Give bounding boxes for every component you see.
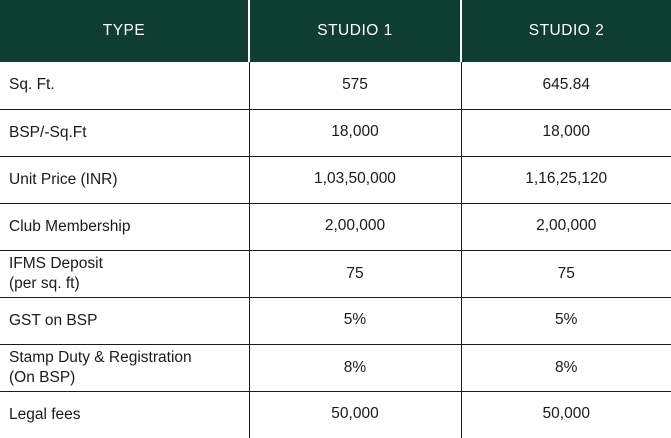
row-label: Unit Price (INR) — [0, 156, 249, 203]
studio-1-value: 18,000 — [249, 109, 461, 156]
studio-2-value: 5% — [461, 297, 671, 344]
row-label — [0, 344, 249, 391]
row-label: Club Membership — [0, 203, 249, 250]
studio-1-value: 1,03,50,000 — [249, 156, 461, 203]
table-row — [0, 250, 671, 297]
row-label: BSP/-Sq.Ft — [0, 109, 249, 156]
row-label-line-1: IFMS Deposit — [9, 254, 103, 272]
table-row — [0, 62, 671, 109]
table-header — [0, 0, 671, 62]
studio-2-value: 1,16,25,120 — [461, 156, 671, 203]
row-label-line-2: (On BSP) — [9, 368, 76, 386]
studio-2-value: 2,00,000 — [461, 203, 671, 250]
table-row — [0, 203, 671, 250]
row-label — [0, 250, 249, 297]
row-label-line-2: (per sq. ft) — [9, 274, 80, 292]
row-label: Sq. Ft. — [0, 62, 249, 109]
studio-1-value: 2,00,000 — [249, 203, 461, 250]
header-studio-2: STUDIO 2 — [461, 0, 671, 62]
row-label-line-1: Stamp Duty & Registration — [9, 348, 192, 366]
studio-2-value: 645.84 — [461, 62, 671, 109]
table-row — [0, 344, 671, 391]
table-row — [0, 156, 671, 203]
row-label: Legal fees — [0, 391, 249, 438]
studio-2-value: 18,000 — [461, 109, 671, 156]
header-row — [0, 0, 671, 62]
studio-2-value: 75 — [461, 250, 671, 297]
header-type: TYPE — [0, 0, 249, 62]
studio-1-value: 5% — [249, 297, 461, 344]
row-label: GST on BSP — [0, 297, 249, 344]
studio-1-value: 8% — [249, 344, 461, 391]
table-row — [0, 109, 671, 156]
studio-1-value: 50,000 — [249, 391, 461, 438]
studio-1-value: 75 — [249, 250, 461, 297]
table-row — [0, 297, 671, 344]
table-row — [0, 391, 671, 438]
studio-2-value: 50,000 — [542, 404, 590, 422]
table-body — [0, 62, 671, 438]
studio-1-value: 575 — [249, 62, 461, 109]
header-studio-1: STUDIO 1 — [249, 0, 461, 62]
studio-2-value: 8% — [461, 344, 671, 391]
